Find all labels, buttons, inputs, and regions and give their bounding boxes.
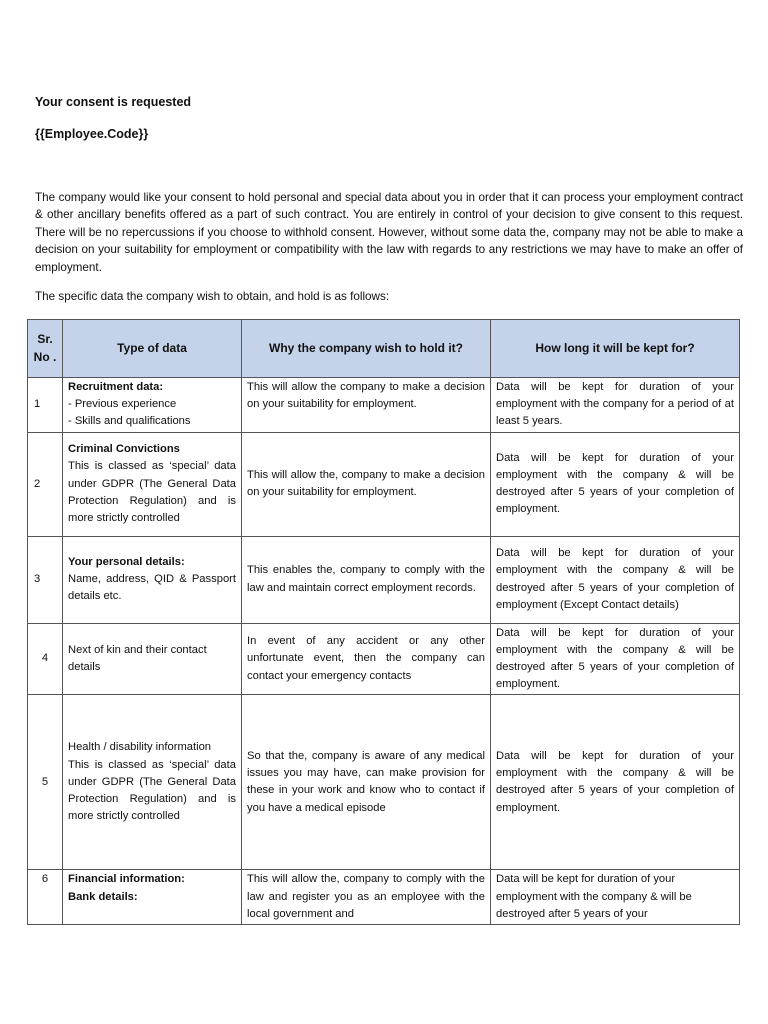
consent-paragraph: The company would like your consent to hold personal and special data about you in order that it can process your employment contract & other ancillary benefits offered as a part of such contract. You are entirely in control of your decision to give consent to this request. There will be no repercussions if you choose to withhold consent. However, without some data the, company may not be able to make a decision on your suitability for employment or compatibility with the law with regards to any restrictions we may have to make an offer of employment. — [35, 191, 743, 274]
row-sr-no: 1 — [28, 378, 63, 433]
row-type-of-data — [63, 695, 242, 870]
row-sr-no: 2 — [28, 432, 63, 536]
row-why: In event of any accident or any other unfortunate event, then the company can contact your emergency contacts — [242, 623, 491, 695]
table-intro: The specific data the company wish to obtain, and hold is as follows: — [35, 290, 390, 303]
table-row — [28, 536, 740, 623]
row-why: So that the, company is aware of any medical issues you may have, can make provision for these in your work and know who to contact if you have a medical episode — [242, 695, 491, 870]
row-type-line: This is classed as ‘special’ data under GDPR (The General Data Protection Regulation) and is more strictly controlled — [68, 460, 236, 524]
table-row — [28, 623, 740, 695]
row-sr-no: 4 — [28, 623, 63, 695]
row-how-long: Data will be kept for duration of your employment with the company & will be destroyed after 5 years of your — [491, 870, 740, 925]
row-type-line: Name, address, QID & Passport details etc. — [68, 573, 236, 603]
document-heading: Your consent is requested — [35, 95, 192, 109]
row-sr-no: 6 — [28, 870, 63, 925]
row-type-of-data — [63, 536, 242, 623]
table-row — [28, 432, 740, 536]
header-why: Why the company wish to hold it? — [242, 320, 491, 378]
header-sr-no: Sr. No . — [28, 320, 63, 378]
row-sr-no: 3 — [28, 536, 63, 623]
table-row — [28, 870, 740, 925]
row-type-of-data — [63, 432, 242, 536]
row-type-title: Criminal Convictions — [68, 443, 180, 456]
row-why: This will allow the, company to comply with the law and register you as an employee with the local government and — [242, 870, 491, 925]
row-type-line: - Skills and qualifications — [68, 415, 191, 428]
table-row — [28, 695, 740, 870]
row-type-title: Financial information: — [68, 873, 185, 886]
employee-code: {{Employee.Code}} — [35, 127, 149, 141]
row-type-line: This is classed as ‘special’ data under GDPR (The General Data Protection Regulation) and is more strictly controlled — [68, 758, 236, 823]
row-type-line: Next of kin and their contact details — [68, 643, 207, 674]
header-how-long: How long it will be kept for? — [491, 320, 740, 378]
row-type-line: Bank details: — [68, 890, 138, 903]
row-type-title: Recruitment data: — [68, 381, 164, 393]
row-why: This will allow the company to make a decision on your suitability for employment. — [242, 378, 491, 433]
row-how-long: Data will be kept for duration of your employment with the company & will be destroyed after 5 years of your completion of employment. — [491, 695, 740, 870]
row-type-of-data — [63, 870, 242, 925]
row-how-long: Data will be kept for duration of your employment with the company & will be destroyed after 5 years of your completion of employment. — [491, 432, 740, 536]
row-type-line: Health / disability information — [68, 741, 212, 754]
row-sr-no: 5 — [28, 695, 63, 870]
row-how-long: Data will be kept for duration of your employment with the company & will be destroyed after 5 years of your completion of employment. — [491, 623, 740, 695]
header-type-of-data: Type of data — [63, 320, 242, 378]
row-type-title: Your personal details: — [68, 555, 185, 568]
table-header-row — [28, 320, 740, 378]
consent-table — [27, 319, 740, 925]
row-why: This enables the, company to comply with the law and maintain correct employment records. — [242, 536, 491, 623]
row-type-of-data — [63, 623, 242, 695]
table-row — [28, 378, 740, 433]
row-why: This will allow the, company to make a decision on your suitability for employment. — [242, 432, 491, 536]
row-how-long: Data will be kept for duration of your employment with the company & will be destroyed after 5 years of your completion of employment (Except Contact details) — [491, 536, 740, 623]
row-type-line: - Previous experience — [68, 398, 177, 411]
row-how-long: Data will be kept for duration of your employment with the company for a period of at least 5 years. — [491, 378, 740, 433]
row-type-of-data — [63, 378, 242, 433]
